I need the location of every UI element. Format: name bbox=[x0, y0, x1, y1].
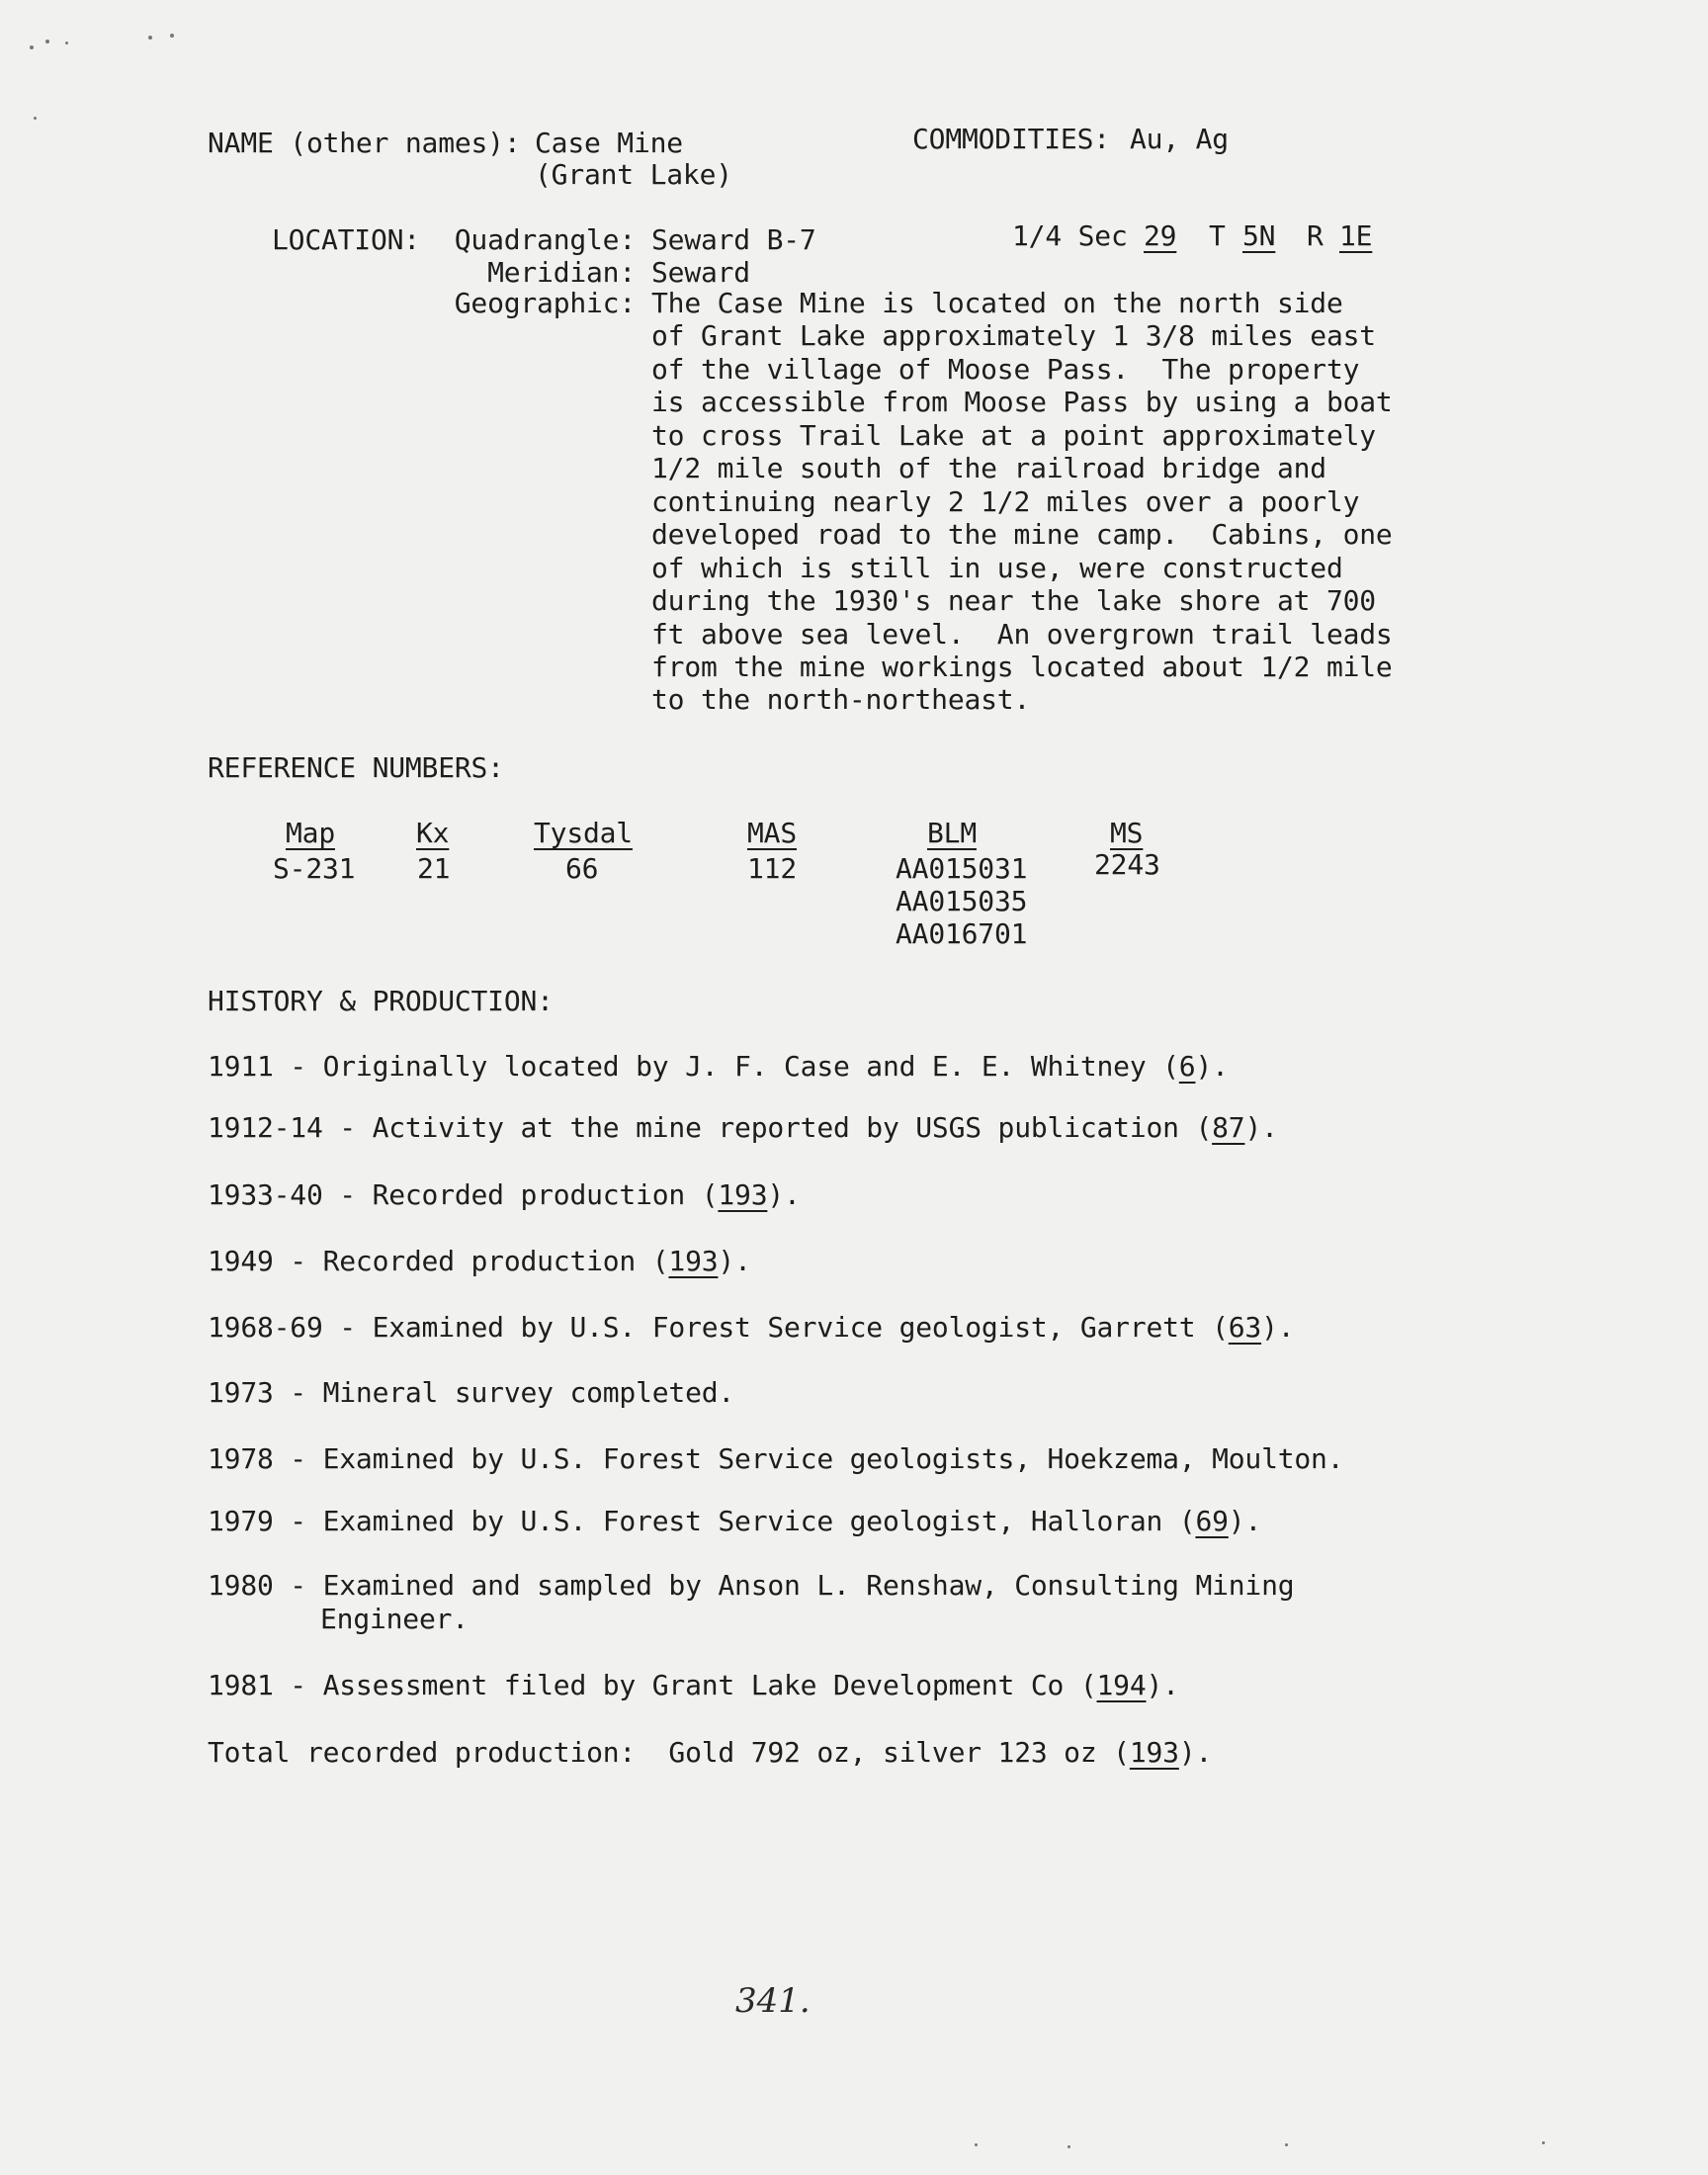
quadrangle-value: Seward B-7 bbox=[651, 223, 816, 256]
ref-value-blm: AA015035 bbox=[896, 885, 1028, 917]
ref-value-ms: 2243 bbox=[1094, 848, 1160, 881]
reference-numbers-label: REFERENCE NUMBERS: bbox=[208, 751, 504, 784]
citation-ref: 69 bbox=[1195, 1505, 1229, 1537]
scan-speck bbox=[30, 45, 34, 49]
geographic-line: of which is still in use, were constructed bbox=[651, 552, 1343, 584]
total-production: Total recorded production: Gold 792 oz, silver 123 oz (193). bbox=[208, 1736, 1213, 1769]
history-entry: 1980 - Examined and sampled by Anson L. Renshaw, Consulting Mining bbox=[208, 1569, 1295, 1602]
meridian-value: Seward bbox=[651, 256, 750, 289]
geographic-line: to the north-northeast. bbox=[651, 683, 1031, 716]
ref-header-map: Map bbox=[286, 817, 335, 849]
citation-ref: 193 bbox=[718, 1178, 768, 1211]
geographic-line: during the 1930's near the lake shore at 700 bbox=[651, 584, 1376, 617]
geographic-label: Geographic: bbox=[454, 287, 636, 319]
range-value: 1E bbox=[1339, 219, 1373, 252]
section-prefix: 1/4 Sec bbox=[1012, 219, 1128, 252]
history-entry: 1981 - Assessment filed by Grant Lake Development Co (194). bbox=[208, 1669, 1179, 1701]
citation-ref: 87 bbox=[1212, 1111, 1245, 1144]
history-entry: 1973 - Mineral survey completed. bbox=[208, 1376, 735, 1409]
history-entry: 1968-69 - Examined by U.S. Forest Service geologist, Garrett (63). bbox=[208, 1311, 1295, 1344]
scan-speck bbox=[148, 36, 152, 40]
quadrangle-label: Quadrangle: bbox=[454, 223, 636, 256]
mine-name: Case Mine bbox=[535, 127, 683, 159]
geographic-line: continuing nearly 2 1/2 miles over a poorly bbox=[651, 485, 1360, 518]
geographic-line: 1/2 mile south of the railroad bridge and bbox=[651, 452, 1326, 484]
section-number: 29 bbox=[1144, 219, 1177, 252]
geographic-line: developed road to the mine camp. Cabins, one bbox=[651, 518, 1393, 551]
scan-speck bbox=[170, 34, 174, 38]
geographic-line: is accessible from Moose Pass by using a boat bbox=[651, 386, 1393, 418]
citation-ref: 193 bbox=[668, 1245, 719, 1277]
citation-ref: 194 bbox=[1096, 1669, 1147, 1701]
geographic-line: from the mine workings located about 1/2 mile bbox=[651, 651, 1393, 683]
ref-value-kx: 21 bbox=[417, 852, 451, 885]
scan-speck bbox=[1068, 2145, 1070, 2148]
scan-speck bbox=[65, 42, 68, 44]
scan-speck bbox=[1285, 2143, 1288, 2146]
geographic-line: of Grant Lake approximately 1 3/8 miles east bbox=[651, 319, 1376, 352]
ref-header-kx: Kx bbox=[416, 817, 450, 849]
geographic-line: of the village of Moose Pass. The property bbox=[651, 353, 1360, 386]
ref-value-blm: AA016701 bbox=[896, 917, 1028, 950]
scan-speck bbox=[45, 40, 49, 44]
geographic-line: to cross Trail Lake at a point approximately bbox=[651, 419, 1376, 452]
ref-value-mas: 112 bbox=[747, 852, 797, 885]
ref-header-tysdal: Tysdal bbox=[534, 817, 633, 849]
scan-speck bbox=[34, 117, 37, 120]
ref-value-blm: AA015031 bbox=[896, 852, 1028, 885]
range-label: R bbox=[1307, 219, 1324, 252]
name-label: NAME (other names): bbox=[208, 127, 521, 159]
ref-header-mas: MAS bbox=[747, 817, 797, 849]
location-label: LOCATION: bbox=[272, 223, 420, 256]
history-entry: 1912-14 - Activity at the mine reported by USGS publication (87). bbox=[208, 1111, 1278, 1144]
history-entry: 1933-40 - Recorded production (193). bbox=[208, 1178, 801, 1211]
history-entry: 1911 - Originally located by J. F. Case and E. E. Whitney (6). bbox=[208, 1050, 1229, 1083]
ref-value-tysdal: 66 bbox=[565, 852, 599, 885]
township-label: T bbox=[1209, 219, 1226, 252]
ref-header-blm: BLM bbox=[927, 817, 977, 849]
history-label: HISTORY & PRODUCTION: bbox=[208, 985, 554, 1017]
commodities-label: COMMODITIES: bbox=[912, 123, 1110, 155]
history-entry: 1978 - Examined by U.S. Forest Service geologists, Hoekzema, Moulton. bbox=[208, 1442, 1344, 1475]
geographic-line: The Case Mine is located on the north side bbox=[651, 287, 1343, 319]
citation-ref: 63 bbox=[1228, 1311, 1262, 1344]
history-entry: 1949 - Recorded production (193). bbox=[208, 1245, 751, 1277]
history-entry: 1979 - Examined by U.S. Forest Service geologist, Halloran (69). bbox=[208, 1505, 1262, 1537]
page-number: 341. bbox=[735, 1981, 811, 2021]
scan-speck bbox=[975, 2143, 978, 2146]
scan-speck bbox=[1542, 2141, 1545, 2144]
citation-ref: 193 bbox=[1129, 1736, 1179, 1769]
geographic-line: ft above sea level. An overgrown trail leads bbox=[651, 618, 1393, 651]
history-entry-continuation: Engineer. bbox=[320, 1603, 469, 1635]
township-value: 5N bbox=[1242, 219, 1276, 252]
meridian-label: Meridian: bbox=[487, 256, 636, 289]
commodities-value: Au, Ag bbox=[1130, 123, 1229, 155]
ref-value-map: S-231 bbox=[273, 852, 356, 885]
ref-header-ms: MS bbox=[1110, 817, 1144, 849]
citation-ref: 6 bbox=[1178, 1050, 1196, 1083]
other-name: (Grant Lake) bbox=[535, 158, 732, 191]
